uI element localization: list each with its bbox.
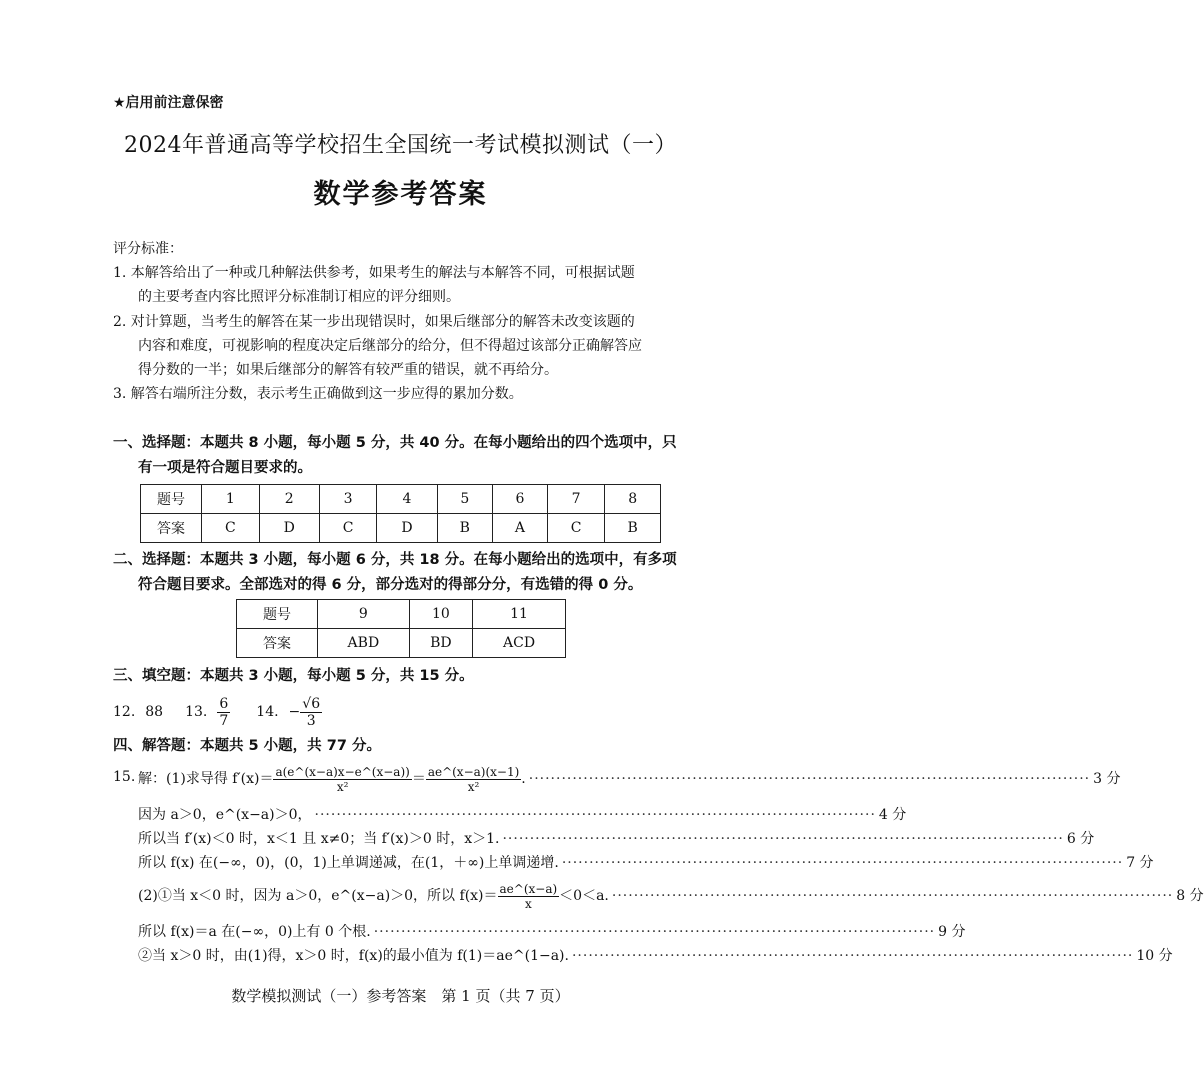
grading-item-1-cont: 的主要考查内容比照评分标准制订相应的评分细则。 xyxy=(138,289,460,305)
leader-dots: ······································································································· xyxy=(314,807,876,823)
table-cell: 4 xyxy=(377,485,437,514)
table-cell: ACD xyxy=(473,629,566,658)
table-row xyxy=(237,629,566,658)
q13-number: 13. xyxy=(185,703,208,720)
step-text xyxy=(138,765,526,794)
fill-in-answers xyxy=(113,694,322,730)
table-cell: 10 xyxy=(409,600,472,629)
step-text: 所以 f(x)＝a 在(−∞，0)上有 0 个根. xyxy=(138,924,371,940)
q14-sign: − xyxy=(288,703,301,720)
q15-step-5 xyxy=(138,879,1204,913)
q15-step-2 xyxy=(138,803,907,827)
step-prefix: 解：(1)求导得 f′(x)＝ xyxy=(138,771,274,787)
score-points: 9 分 xyxy=(938,924,966,940)
table-cell: C xyxy=(202,514,260,543)
fraction-numerator: ae^(x−a) xyxy=(499,881,558,896)
equals-sign: ＝ xyxy=(411,771,426,787)
leader-dots: ······································································································· xyxy=(528,771,1091,787)
table-cell: 8 xyxy=(605,485,661,514)
score-points: 8 分 xyxy=(1176,888,1204,904)
step-text xyxy=(138,882,609,911)
step-text: 所以当 f′(x)＜0 时，x＜1 且 x≠0；当 f′(x)＞0 时，x＞1. xyxy=(138,831,500,847)
q14-numerator: √6 xyxy=(302,695,321,712)
derivative-fraction-1 xyxy=(273,765,411,794)
q12-answer: 88 xyxy=(145,703,164,720)
function-fraction xyxy=(498,882,560,911)
table-cell: 5 xyxy=(437,485,493,514)
q15-step-7 xyxy=(138,944,1173,968)
document-subtitle: 数学参考答案 xyxy=(313,179,488,210)
step-prefix: (2)①当 x＜0 时，因为 a＞0，e^(x−a)＞0，所以 f(x)＝ xyxy=(138,888,498,904)
score-points: 4 分 xyxy=(878,807,907,823)
step-end: . xyxy=(521,771,526,787)
section3-heading: 三、填空题：本题共 3 小题，每小题 5 分，共 15 分。 xyxy=(113,668,474,684)
table-cell: 2 xyxy=(259,485,319,514)
fraction-numerator: a(e^(x−a)x−e^(x−a)) xyxy=(275,764,410,779)
table-cell: D xyxy=(259,514,319,543)
table-cell: 7 xyxy=(547,485,605,514)
section2-heading: 二、选择题：本题共 3 小题，每小题 6 分，共 18 分。在每小题给出的选项中，有多项 xyxy=(113,552,677,568)
table-row xyxy=(237,600,566,629)
q14-number: 14. xyxy=(256,703,279,720)
table-cell: 3 xyxy=(319,485,377,514)
table-cell: B xyxy=(605,514,661,543)
step-text: ②当 x＞0 时，由(1)得，x＞0 时，f(x)的最小值为 f(1)＝ae^(1−a). xyxy=(138,948,569,964)
fraction-denominator: x² xyxy=(336,779,349,794)
table-cell: BD xyxy=(409,629,472,658)
q15-step-4 xyxy=(138,851,1154,875)
confidential-notice: ★启用前注意保密 xyxy=(113,95,224,111)
grading-item-2: 2. 对计算题，当考生的解答在某一步出现错误时，如果后继部分的解答未改变该题的 xyxy=(113,314,635,330)
grading-item-3: 3. 解答右端所注分数，表示考生正确做到这一步应得的累加分数。 xyxy=(113,386,523,402)
table-cell: 答案 xyxy=(237,629,318,658)
table-cell: C xyxy=(319,514,377,543)
table-row xyxy=(141,485,661,514)
q12-number: 12. xyxy=(113,703,136,720)
leader-dots: ······································································································· xyxy=(502,831,1064,847)
q13-fraction xyxy=(217,696,230,729)
exam-title: 2024年普通高等学校招生全国统一考试模拟测试（一） xyxy=(124,133,677,158)
leader-dots: ······································································································· xyxy=(561,855,1124,871)
section2-heading-cont: 符合题目要求。全部选对的得 6 分，部分选对的得部分分，有选错的得 0 分。 xyxy=(138,577,643,593)
grading-item-2-cont: 内容和难度，可视影响的程度决定后继部分的给分，但不得超过该部分正确解答应 xyxy=(138,338,642,354)
table-cell: B xyxy=(437,514,493,543)
section1-heading: 一、选择题：本题共 8 小题，每小题 5 分，共 40 分。在每小题给出的四个选项中，只 xyxy=(113,435,677,451)
grading-heading: 评分标准： xyxy=(113,241,183,257)
table-cell: A xyxy=(493,514,548,543)
score-points: 7 分 xyxy=(1126,855,1154,871)
table-cell: 11 xyxy=(473,600,566,629)
leader-dots: ······································································································· xyxy=(571,948,1134,964)
section4-heading: 四、解答题：本题共 5 小题，共 77 分。 xyxy=(113,738,381,754)
q15-number: 15. xyxy=(113,769,136,785)
q15-step-1 xyxy=(138,762,1121,796)
leader-dots: ······································································································· xyxy=(373,924,936,940)
q14-fraction xyxy=(300,696,322,729)
q13-denominator: 7 xyxy=(219,712,229,729)
score-points: 6 分 xyxy=(1066,831,1095,847)
answer-table-1 xyxy=(140,484,661,543)
answer-table-2 xyxy=(236,599,566,658)
table-cell: 题号 xyxy=(141,485,202,514)
fraction-denominator: x xyxy=(524,896,532,911)
q14-denominator: 3 xyxy=(306,712,316,729)
grading-item-1: 1. 本解答给出了一种或几种解法供参考，如果考生的解法与本解答不同，可根据试题 xyxy=(113,265,635,281)
table-cell: 答案 xyxy=(141,514,202,543)
page-footer: 数学模拟测试（一）参考答案 第 1 页（共 7 页） xyxy=(231,987,570,1005)
step-text: 因为 a＞0，e^(x−a)＞0， xyxy=(138,807,312,823)
q15-step-3 xyxy=(138,827,1095,851)
table-cell: 题号 xyxy=(237,600,318,629)
q13-numerator: 6 xyxy=(219,695,229,712)
table-cell: 9 xyxy=(318,600,410,629)
grading-item-2-cont2: 得分数的一半；如果后继部分的解答有较严重的错误，就不再给分。 xyxy=(138,362,558,378)
fraction-numerator: ae^(x−a)(x−1) xyxy=(427,764,520,779)
derivative-fraction-2 xyxy=(426,765,521,794)
section1-heading-cont: 有一项是符合题目要求的。 xyxy=(138,460,312,476)
table-row xyxy=(141,514,661,543)
step-text: 所以 f(x) 在(−∞，0)，(0，1)上单调递减，在(1，＋∞)上单调递增. xyxy=(138,855,559,871)
table-cell: ABD xyxy=(318,629,410,658)
table-cell: 6 xyxy=(493,485,548,514)
fraction-denominator: x² xyxy=(467,779,480,794)
leader-dots: ······································································································· xyxy=(611,888,1174,904)
step-suffix: ＜0＜a. xyxy=(559,888,609,904)
score-points: 10 分 xyxy=(1136,948,1173,964)
table-cell: 1 xyxy=(202,485,260,514)
table-cell: C xyxy=(547,514,605,543)
score-points: 3 分 xyxy=(1093,771,1121,787)
table-cell: D xyxy=(377,514,437,543)
q15-step-6 xyxy=(138,920,966,944)
